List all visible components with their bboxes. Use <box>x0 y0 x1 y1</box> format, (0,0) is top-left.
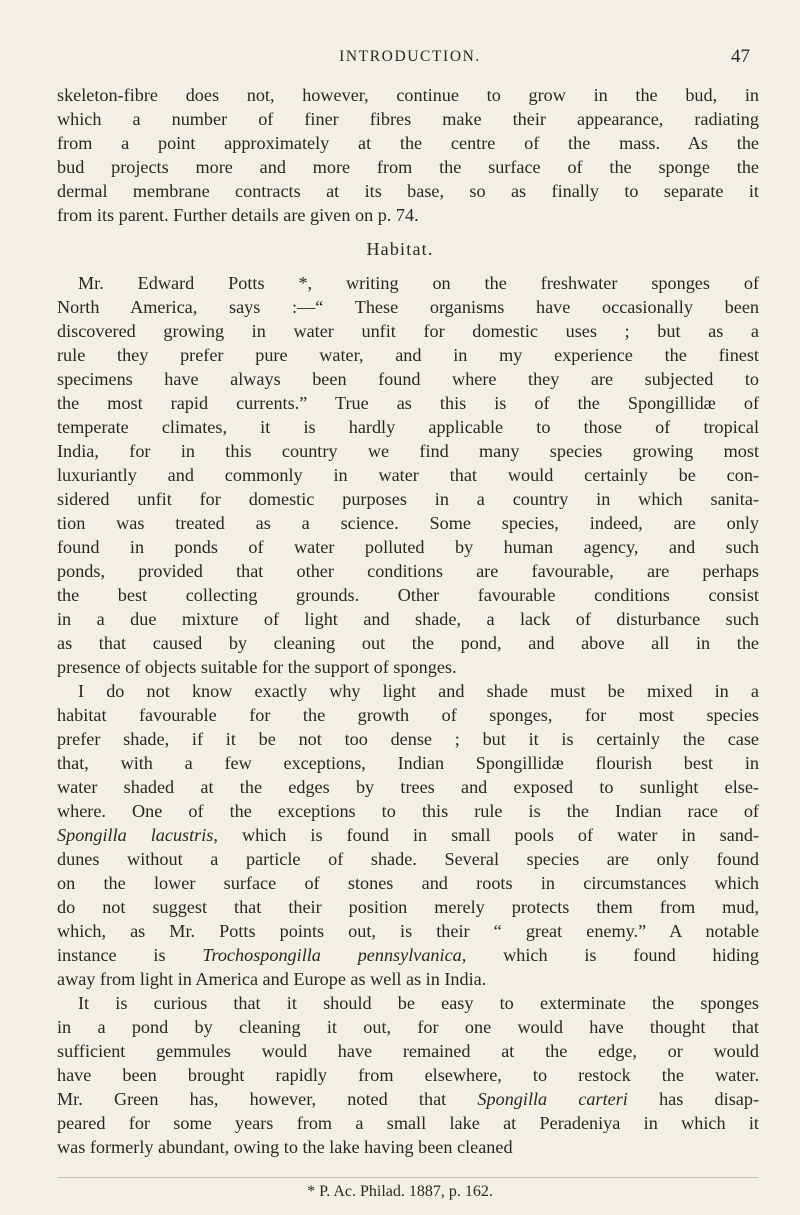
text-line: dermal membrane contracts at its base, so as finally to separate it <box>57 181 759 201</box>
text-line: away from light in America and Europe as well as in India. <box>57 969 487 989</box>
running-title: INTRODUCTION. <box>339 48 481 65</box>
text-line: bud projects more and more from the surface of the sponge the <box>57 157 759 177</box>
page-number: 47 <box>731 46 750 67</box>
text-line: which, as Mr. Potts points out, is their “ great enemy.” A notable <box>57 921 759 941</box>
text-line: habitat favourable for the growth of sponges, for most species <box>57 705 759 725</box>
text-line: India, for in this country we find many species growing most <box>57 441 759 461</box>
text-line: from a point approximately at the centre of the mass. As the <box>57 133 759 153</box>
text-line: the most rapid currents.” True as this is of the Spongillidæ of <box>57 393 759 413</box>
text-line: discovered growing in water unfit for domestic uses ; but as a <box>57 321 759 341</box>
text-line: from its parent. Further details are given on p. 74. <box>57 205 419 225</box>
text-line: do not suggest that their position merely protects them from mud, <box>57 897 759 917</box>
text-line: as that caused by cleaning out the pond, and above all in the <box>57 633 759 653</box>
species-name: Trochospongilla pennsylvanica <box>202 945 462 965</box>
text-line: which a number of finer fibres make their appearance, radiating <box>57 109 759 129</box>
text-line: tion was treated as a science. Some species, indeed, are only <box>57 513 759 533</box>
text-line: instance is Trochospongilla pennsylvanica, which is found hiding <box>57 945 759 965</box>
text-line: Mr. Green has, however, noted that Spongilla carteri has disap- <box>57 1089 760 1109</box>
text-line: in a pond by cleaning it out, for one would have thought that <box>57 1017 759 1037</box>
text-line: have been brought rapidly from elsewhere, to restock the water. <box>57 1065 759 1085</box>
running-head <box>60 46 760 70</box>
text-line: rule they prefer pure water, and in my experience the finest <box>57 345 759 365</box>
text-line: was formerly abundant, owing to the lake having been cleaned <box>57 1137 513 1157</box>
text-line: It is curious that it should be easy to exterminate the sponges <box>78 993 759 1013</box>
text-line: sufficient gemmules would have remained at the edge, or would <box>57 1041 759 1061</box>
species-name: Spongilla carteri <box>477 1089 628 1109</box>
text-line: luxuriantly and commonly in water that would certainly be con- <box>57 465 759 485</box>
footnote-rule <box>58 1177 758 1178</box>
text-line: North America, says :—“ These organisms have occasionally been <box>57 297 759 317</box>
text-line: prefer shade, if it be not too dense ; but it is certainly the case <box>57 729 759 749</box>
text-line: Spongilla lacustris, which is found in small pools of water in sand- <box>57 825 760 845</box>
text-line: skeleton-fibre does not, however, continue to grow in the bud, in <box>57 85 759 105</box>
text-line: I do not know exactly why light and shade must be mixed in a <box>78 681 759 701</box>
text-line: sidered unfit for domestic purposes in a country in which sanita- <box>57 489 759 509</box>
text-line: ponds, provided that other conditions are favourable, are perhaps <box>57 561 759 581</box>
text-line: on the lower surface of stones and roots in circumstances which <box>57 873 759 893</box>
text-line: where. One of the exceptions to this rule is the Indian race of <box>57 801 759 821</box>
section-heading: Habitat. <box>366 239 434 259</box>
text-line: specimens have always been found where they are subjected to <box>57 369 759 389</box>
species-name: Spongilla lacustris <box>57 825 214 845</box>
text-line: dunes without a particle of shade. Several species are only found <box>57 849 759 869</box>
text-line: that, with a few exceptions, Indian Spongillidæ flourish best in <box>57 753 759 773</box>
text-line: peared for some years from a small lake at Peradeniya in which it <box>57 1113 759 1133</box>
text-line: found in ponds of water polluted by human agency, and such <box>57 537 759 557</box>
text-line: temperate climates, it is hardly applicable to those of tropical <box>57 417 759 437</box>
text-line: the best collecting grounds. Other favourable conditions consist <box>57 585 759 605</box>
text-line: presence of objects suitable for the support of sponges. <box>57 657 457 677</box>
text-line: water shaded at the edges by trees and exposed to sunlight else- <box>57 777 759 797</box>
footnote: * P. Ac. Philad. 1887, p. 162. <box>307 1183 493 1200</box>
text-line: in a due mixture of light and shade, a lack of disturbance such <box>57 609 759 629</box>
text-line: Mr. Edward Potts *, writing on the freshwater sponges of <box>78 273 759 293</box>
